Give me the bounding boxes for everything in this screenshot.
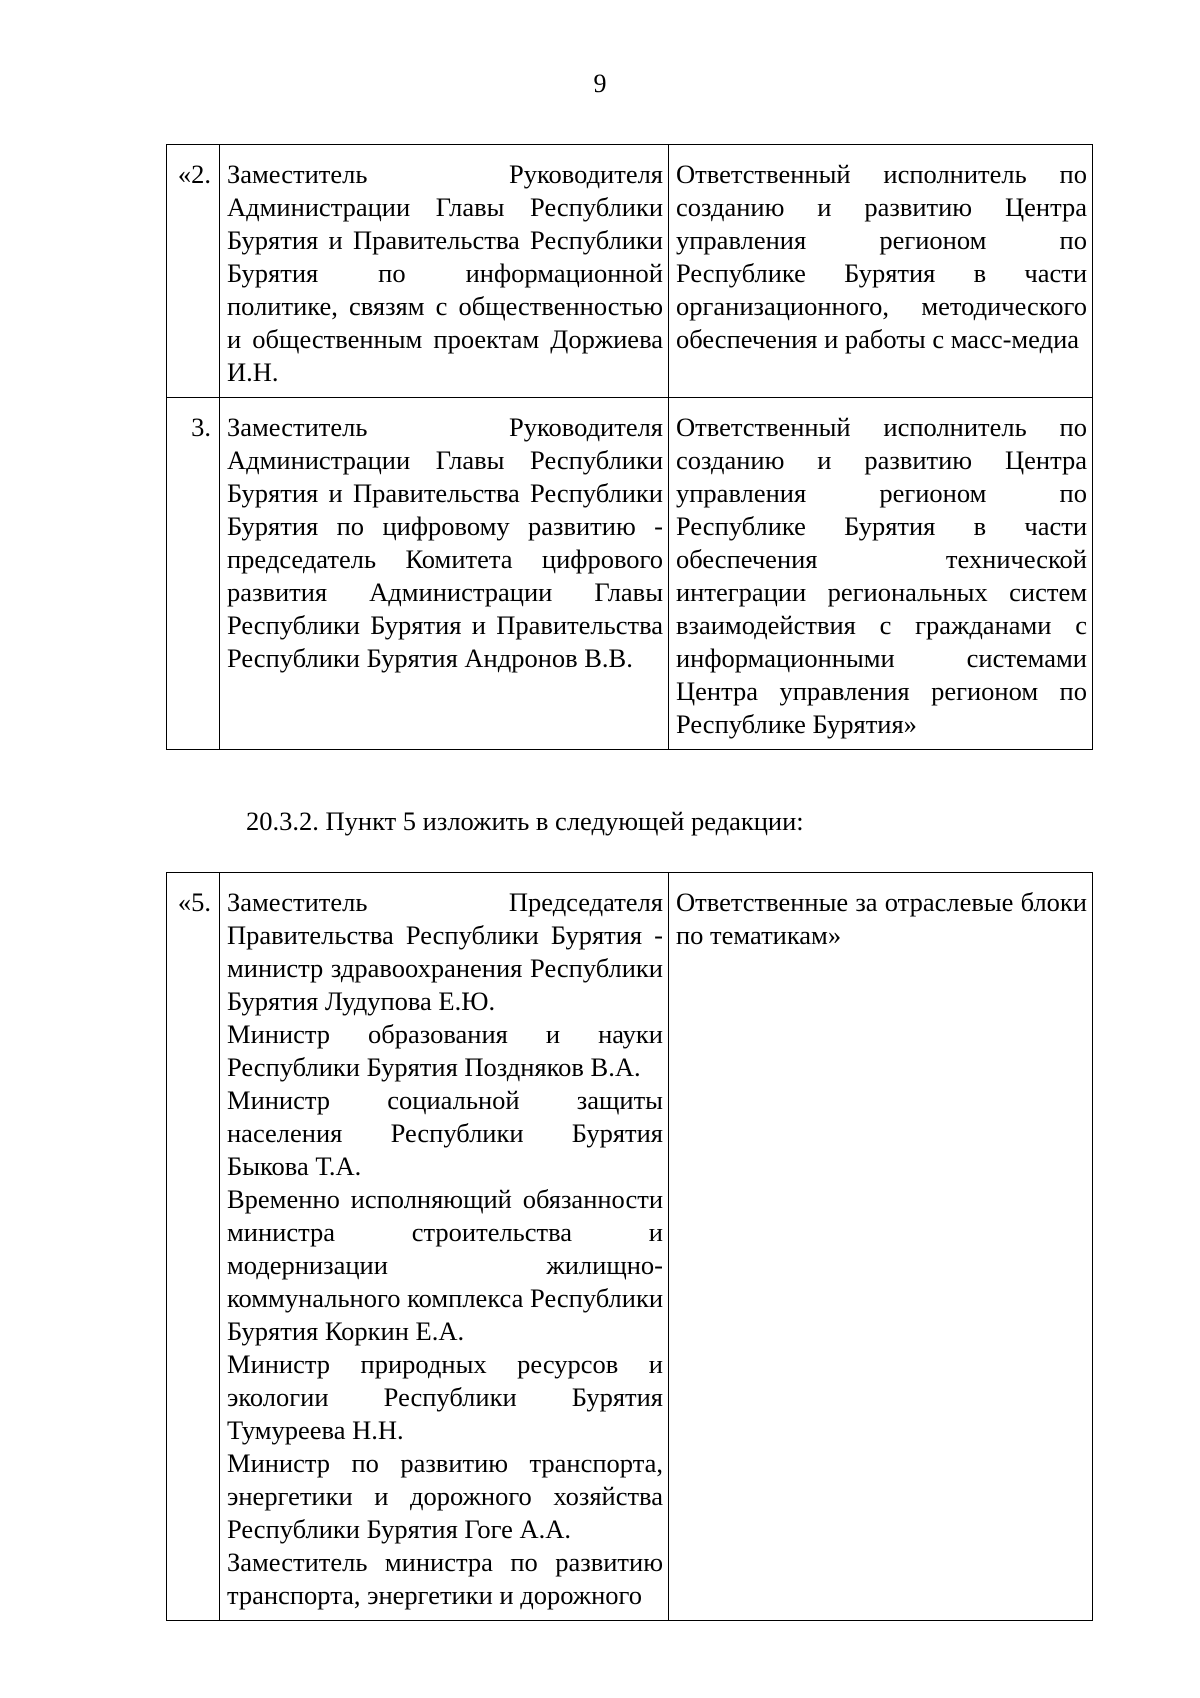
role-cell: Ответственный исполнитель по созданию и развитию Центра управления регионом по Республике Бурятия в части организационного, методического обеспечения и работы с масс-медиа [669,145,1093,398]
persons-cell [220,873,669,1621]
row-number: «5. [167,873,220,1621]
role-cell: Ответственный исполнитель по созданию и развитию Центра управления регионом по Республике Бурятия в части обеспечения технической интеграции региональных систем взаимодействия с гражданами с информационными системами Центра управления регионом по Республике Бурятия» [669,398,1093,750]
responsibility-table-1 [166,144,1093,750]
page-number: 9 [593,69,607,98]
table-row [167,398,1093,750]
person-entry: Заместитель Председателя Правительства Республики Бурятия - министр здравоохранения Республики Бурятия Лудупова Е.Ю. [227,887,663,1016]
person-entry: Министр социальной защиты населения Республики Бурятия Быкова Т.А. [227,1085,663,1181]
person-entry: Временно исполняющий обязанности министра строительства и модернизации жилищно-коммунального комплекса Республики Бурятия Коркин Е.А. [227,1184,663,1346]
role-cell: Ответственные за отраслевые блоки по тематикам» [669,873,1093,1621]
row-number: «2. [167,145,220,398]
person-entry: Министр природных ресурсов и экологии Республики Бурятия Тумуреева Н.Н. [227,1349,663,1445]
person-entry: Министр по развитию транспорта, энергетики и дорожного хозяйства Республики Бурятия Гоге А.А. [227,1448,663,1544]
table-row [167,873,1093,1621]
person-entry: Министр образования и науки Республики Бурятия Поздняков В.А. [227,1019,663,1082]
person-entry: Заместитель министра по развитию транспорта, энергетики и дорожного [227,1547,663,1610]
table-row [167,145,1093,398]
row-number: 3. [167,398,220,750]
person-cell: Заместитель Руководителя Администрации Главы Республики Бурятия и Правительства Республики Бурятия по цифровому развитию - председатель Комитета цифрового развития Администрации Главы Республики Бурятия и Правительства Республики Бурятия Андронов В.В. [220,398,669,750]
amendment-instruction: 20.3.2. Пункт 5 изложить в следующей редакции: [246,806,804,836]
responsibility-table-2 [166,872,1093,1621]
person-cell: Заместитель Руководителя Администрации Главы Республики Бурятия и Правительства Республики Бурятия по информационной политике, связям с общественностью и общественным проектам Доржиева И.Н. [220,145,669,398]
